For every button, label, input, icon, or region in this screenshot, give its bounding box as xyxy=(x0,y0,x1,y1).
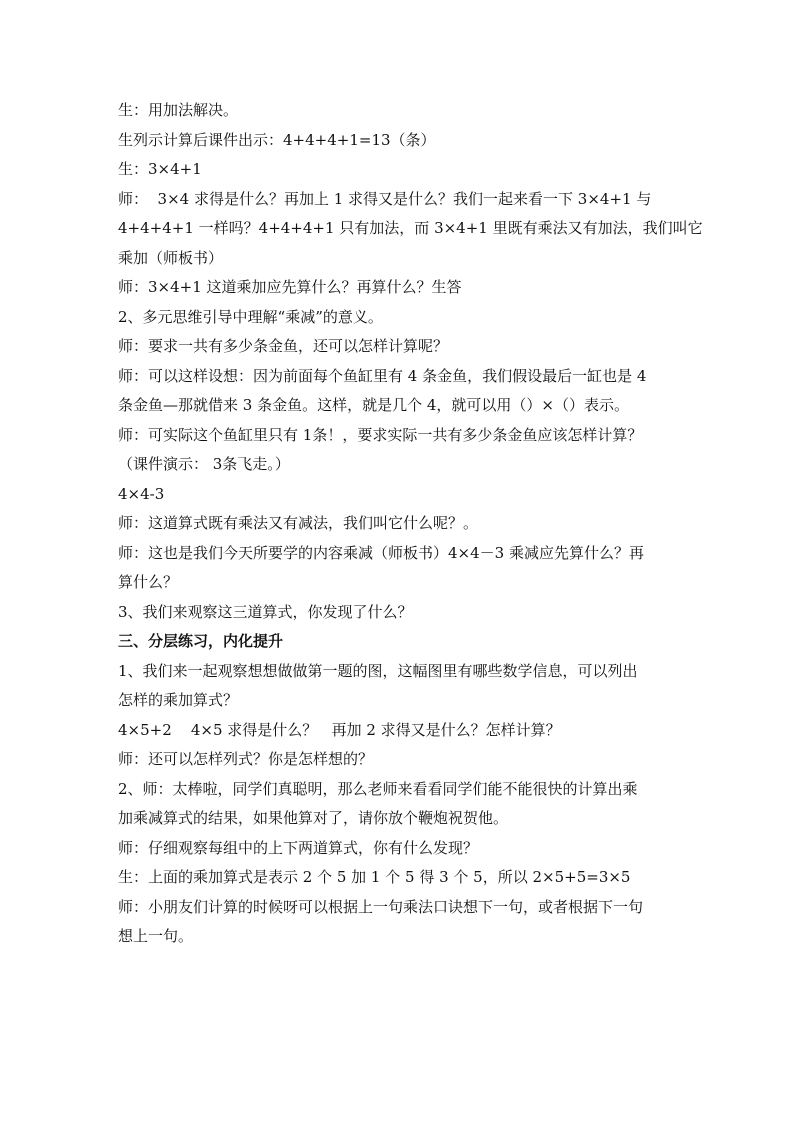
line-courseware-demo: （课件演示： 3条飞走。） xyxy=(118,455,290,473)
line-exercise-2: 2、师：太棒啦，同学们真聪明，那么老师来看看同学们能不能很快的计算出乘 xyxy=(118,779,638,798)
line-teacher-summary: 师：小朋友们计算的时候呀可以根据上一句乘法口诀想下一句，或者根据下一句 xyxy=(118,897,644,916)
line-equation-multiply-subtract: 4×4-3 xyxy=(118,484,165,503)
line-exercise-1-cont: 怎样的乘加算式？ xyxy=(118,691,239,709)
line-teacher-summary-cont: 想上一句。 xyxy=(118,927,194,945)
line-teacher-today: 师：这也是我们今天所要学的内容乘减（师板书）4×4－3 乘减应先算什么？再 xyxy=(118,543,644,562)
line-teacher-assume: 师：可以这样设想：因为前面每个鱼缸里有 4 条金鱼，我们假设最后一缸也是 4 xyxy=(118,366,647,385)
line-section-2: 2、多元思维引导中理解“乘减”的意义。 xyxy=(118,307,383,326)
line-exercise-equation: 4×5+2 4×5 求得是什么？ 再加 2 求得又是什么？怎样计算？ xyxy=(118,720,561,739)
line-exercise-2-cont: 加乘减算式的结果，如果他算对了，请你放个鞭炮祝贺他。 xyxy=(118,809,509,827)
document-page xyxy=(118,96,703,952)
line-teacher-name-it: 师：这道算式既有乘法又有减法，我们叫它什么呢？。 xyxy=(118,514,479,532)
line-student-multiply-add: 生：3×4+1 xyxy=(118,160,202,178)
line-teacher-alt: 师：还可以怎样列式？你是怎样想的？ xyxy=(118,750,374,768)
line-teacher-actual: 师：可实际这个鱼缸里只有 1条！，要求实际一共有多少条金鱼应该怎样计算？ xyxy=(118,425,643,444)
line-teacher-question-1-cont: 4+4+4+1 一样吗？4+4+4+1 只有加法，而 3×4+1 里既有乘法又有加法，我们叫它 xyxy=(118,219,703,237)
line-teacher-today-cont: 算什么？ xyxy=(118,573,179,591)
line-teacher-board-1: 乘加（师板书） xyxy=(118,248,224,267)
line-teacher-order: 师：3×4+1 这道乘加应先算什么？再算什么？生答 xyxy=(118,278,462,296)
line-teacher-other-way: 师：要求一共有多少条金鱼，还可以怎样计算呢？ xyxy=(118,337,449,355)
line-teacher-observe: 师：仔细观察每组中的上下两道算式，你有什么发现？ xyxy=(118,838,479,857)
line-courseware-equation: 生列示计算后课件出示：4+4+4+1=13（条） xyxy=(118,130,436,149)
line-exercise-1: 1、我们来一起观察想想做做第一题的图，这幅图里有哪些数学信息，可以列出 xyxy=(118,661,638,680)
line-section-3: 3、我们来观察这三道算式，你发现了什么？ xyxy=(118,602,413,621)
section-heading-practice: 三、分层练习，内化提升 xyxy=(118,632,284,650)
line-teacher-assume-cont: 条金鱼—那就借来 3 条金鱼。这样，就是几个 4，就可以用（）×（）表示。 xyxy=(118,396,629,414)
line-student-addition: 生：用加法解决。 xyxy=(118,101,239,119)
line-teacher-question-1: 师： 3×4 求得是什么？再加上 1 求得又是什么？我们一起来看一下 3×4+1 与 xyxy=(118,189,652,208)
line-student-finding: 生：上面的乘加算式是表示 2 个 5 加 1 个 5 得 3 个 5，所以 2×5+5=3×5 xyxy=(118,868,631,886)
